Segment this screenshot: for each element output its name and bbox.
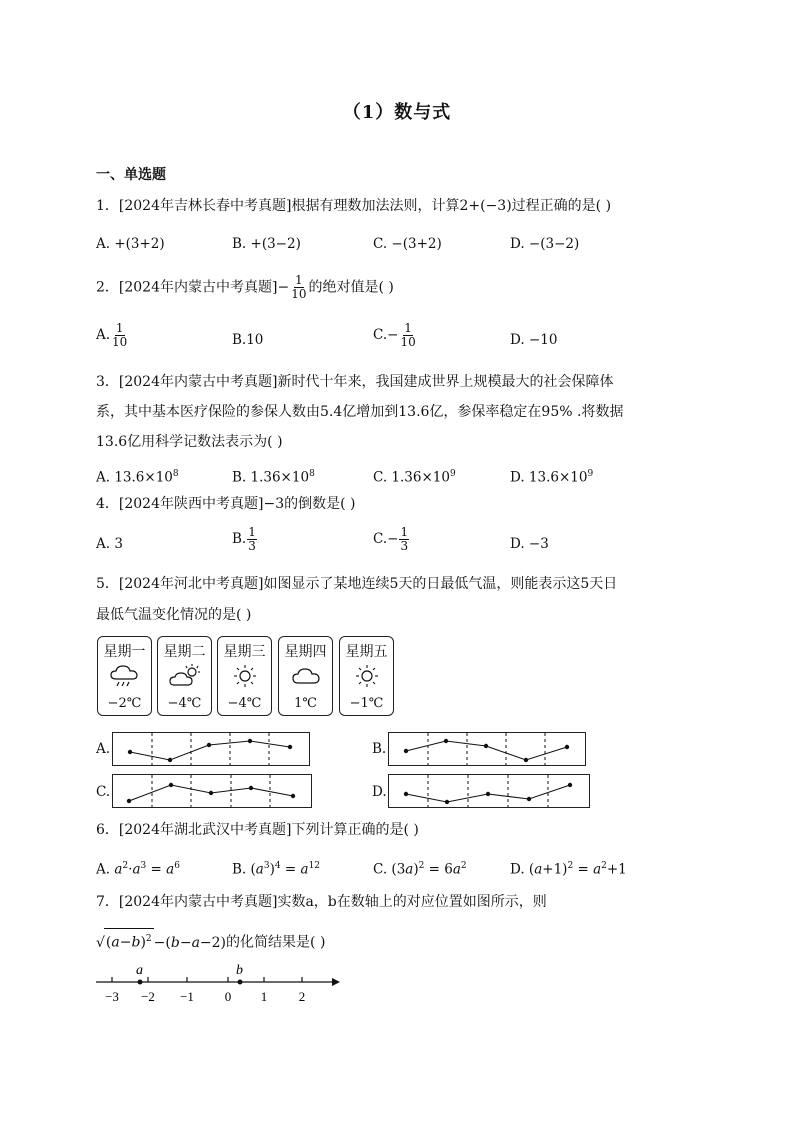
fraction-numerator: 1 xyxy=(295,273,303,287)
tick-label: 0 xyxy=(224,989,232,1004)
tick-label: 1 xyxy=(260,989,268,1004)
sqrt-expression: $√(a-b)^2 -(b-a-2)$ xyxy=(96,935,226,951)
question-3-line-3: 13.6亿用科学记数法表示为( ) xyxy=(96,434,283,450)
weather-temp: −4℃ xyxy=(167,696,202,711)
q5-option-c-label[interactable]: C. xyxy=(96,784,111,800)
weather-card-wednesday xyxy=(217,636,272,716)
line-chart-a xyxy=(113,733,309,765)
option-fraction xyxy=(111,322,128,349)
tick-label: −2 xyxy=(141,989,155,1004)
fraction-denominator: 10 xyxy=(291,287,307,301)
weather-card-tuesday xyxy=(157,636,212,716)
weather-day: 星期一 xyxy=(103,644,146,660)
question-1-tail: 过程正确的是( ) xyxy=(511,198,612,214)
q6-option-c[interactable]: C. $(3a)^2 = 6a^2$ xyxy=(373,861,467,878)
question-7-tail: 的化简结果是( ) xyxy=(226,934,326,951)
fraction-denominator: 10 xyxy=(112,335,128,349)
q1-option-d[interactable]: D. −(3−2) xyxy=(510,236,580,252)
question-7-line-1: 7．[2024年内蒙古中考真题]实数a，b在数轴上的对应位置如图所示，则 xyxy=(96,894,547,910)
q3-option-c[interactable] xyxy=(373,464,456,488)
option-exponent: 9 xyxy=(449,469,456,479)
q5-option-d-chart[interactable] xyxy=(388,774,590,808)
page-title: （1）数与式 xyxy=(342,102,452,123)
question-5-line-2: 最低气温变化情况的是( ) xyxy=(96,607,252,623)
fraction-numerator: 1 xyxy=(115,321,124,335)
q5-option-a-chart[interactable] xyxy=(112,732,310,766)
weather-card-thursday xyxy=(278,636,333,716)
line-chart-b xyxy=(389,733,585,765)
q2-option-c[interactable] xyxy=(373,322,418,349)
q2-option-a[interactable] xyxy=(96,322,129,349)
sun-icon xyxy=(229,663,263,689)
weather-temp: −1℃ xyxy=(349,696,384,711)
weather-day: 星期二 xyxy=(163,644,206,660)
question-6: 6．[2024年湖北武汉中考真题]下列计算正确的是( ) xyxy=(96,822,419,838)
weather-temp: 1℃ xyxy=(294,696,317,711)
q5-option-a-label[interactable]: A. xyxy=(96,741,111,757)
cloud-icon xyxy=(290,663,324,689)
q5-option-c-chart[interactable] xyxy=(112,774,312,808)
weather-card-monday xyxy=(97,636,152,716)
option-label: C.− xyxy=(373,327,399,343)
q4-option-a[interactable]: A. 3 xyxy=(96,536,123,552)
rain-cloud-icon xyxy=(109,663,143,689)
question-3-line-2: 系，其中基本医疗保险的参保人数由5.4亿增加到13.6亿，参保率稳定在95% .将数据 xyxy=(96,404,624,420)
question-7-line-2 xyxy=(96,928,325,953)
weather-temp: −2℃ xyxy=(107,696,142,711)
q3-option-d[interactable] xyxy=(510,464,593,488)
option-label: B. xyxy=(232,531,247,547)
option-exponent: 9 xyxy=(587,469,594,479)
option-fraction xyxy=(399,322,416,349)
option-exponent: 8 xyxy=(309,469,315,479)
q6-option-b[interactable]: B. $(a^3)^4 = a^{12}$ xyxy=(232,861,321,878)
question-2-tail: 的绝对值是( ) xyxy=(308,279,394,296)
question-1-expr: 2+(−3) xyxy=(459,198,512,214)
option-label: A. xyxy=(96,327,111,343)
q3-option-a[interactable] xyxy=(96,464,179,488)
question-5-line-1: 5．[2024年河北中考真题]如图显示了某地连续5天的日最低气温，则能表示这5天日 xyxy=(96,576,618,592)
q4-option-c[interactable] xyxy=(373,526,410,553)
point-a-label: a xyxy=(136,963,143,978)
q4-option-d[interactable]: D. −3 xyxy=(510,536,549,552)
tick-label: −3 xyxy=(105,989,119,1004)
sun-icon xyxy=(351,663,385,689)
q6-option-d[interactable]: D. $(a+1)^2 = a^2+1$ xyxy=(510,861,627,878)
weather-card-friday xyxy=(339,636,394,716)
tick-label: 2 xyxy=(298,989,306,1004)
option-text: A. 13.6×10 xyxy=(96,469,173,486)
q1-option-a[interactable]: A. +(3+2) xyxy=(96,236,165,252)
section-heading: 一、单选题 xyxy=(96,167,166,183)
weather-day: 星期四 xyxy=(284,644,327,660)
fraction-denominator: 3 xyxy=(248,539,256,553)
q5-option-d-label[interactable]: D. xyxy=(372,784,387,800)
option-label: C.− xyxy=(373,531,399,547)
fraction-numerator: 1 xyxy=(248,525,256,539)
fraction-numerator: 1 xyxy=(404,321,412,335)
question-2-fraction xyxy=(290,274,307,301)
q5-option-b-chart[interactable] xyxy=(388,732,586,766)
option-fraction xyxy=(247,526,257,553)
option-text: C. 1.36×10 xyxy=(373,469,450,486)
question-1-stem: 1．[2024年吉林长春中考真题]根据有理数加法法则，计算 xyxy=(96,198,460,214)
weather-day: 星期三 xyxy=(223,644,266,660)
partly-sunny-icon xyxy=(169,663,203,689)
line-chart-c xyxy=(113,775,311,807)
point-b-label: b xyxy=(236,963,243,978)
option-exponent: 8 xyxy=(172,469,179,479)
q4-option-b[interactable] xyxy=(232,526,258,553)
q1-option-b[interactable]: B. +(3−2) xyxy=(232,236,301,252)
q1-option-c[interactable]: C. −(3+2) xyxy=(373,236,442,252)
weather-temp: −4℃ xyxy=(227,696,262,711)
fraction-numerator: 1 xyxy=(400,525,409,539)
option-fraction xyxy=(399,526,409,553)
fraction-denominator: 10 xyxy=(400,335,416,349)
question-1 xyxy=(96,196,611,216)
question-4: 4．[2024年陕西中考真题]−3的倒数是( ) xyxy=(96,496,356,512)
number-line xyxy=(92,960,342,1008)
q6-option-a[interactable]: A. $a^2\cdot a^3 = a^6$ xyxy=(96,861,180,878)
question-2 xyxy=(96,274,394,301)
tick-label: −1 xyxy=(180,989,194,1004)
question-3-line-1: 3．[2024年内蒙古中考真题]新时代十年来，我国建成世界上规模最大的社会保障体 xyxy=(96,374,614,390)
option-text: D. 13.6×10 xyxy=(510,469,588,486)
q3-option-b[interactable] xyxy=(232,464,315,488)
q5-option-b-label[interactable]: B. xyxy=(372,741,387,757)
q2-option-b[interactable]: B.10 xyxy=(232,332,264,348)
fraction-denominator: 3 xyxy=(400,539,409,553)
option-text: B. 1.36×10 xyxy=(232,469,310,486)
weather-day: 星期五 xyxy=(345,644,388,660)
question-2-stem: 2．[2024年内蒙古中考真题]− xyxy=(96,279,290,296)
q2-option-d[interactable]: D. −10 xyxy=(510,332,558,348)
line-chart-d xyxy=(389,775,589,807)
